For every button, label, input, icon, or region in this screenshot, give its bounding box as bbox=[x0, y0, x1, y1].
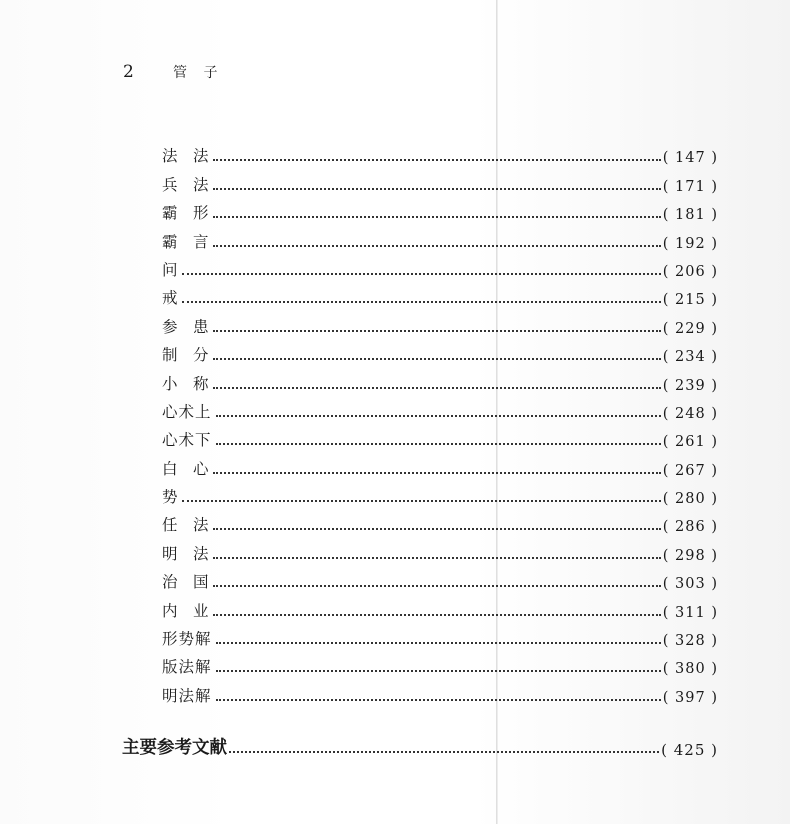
leader-dots bbox=[213, 244, 661, 247]
toc-entry[interactable] bbox=[162, 394, 718, 422]
leader-dots bbox=[213, 584, 661, 587]
toc-entry-title: 明法解 bbox=[162, 686, 212, 705]
leader-dots bbox=[182, 300, 661, 303]
toc-entry[interactable] bbox=[162, 621, 718, 649]
toc-entry-references[interactable] bbox=[122, 733, 718, 759]
toc-entry-title: 小 称 bbox=[162, 374, 209, 393]
leader-dots bbox=[213, 613, 661, 616]
leader-dots bbox=[216, 669, 661, 672]
leader-dots bbox=[216, 698, 661, 701]
toc-entry-title: 戒 bbox=[162, 289, 178, 308]
toc-entry-page: ( 239 ) bbox=[662, 377, 718, 394]
toc-entry[interactable] bbox=[162, 564, 718, 592]
leader-dots bbox=[213, 471, 661, 474]
toc-entry-page: ( 286 ) bbox=[662, 519, 718, 536]
leader-dots bbox=[213, 158, 661, 161]
toc-entry[interactable] bbox=[162, 649, 718, 677]
leader-dots bbox=[229, 750, 659, 753]
toc-entry-page: ( 280 ) bbox=[662, 491, 718, 508]
toc-entry[interactable] bbox=[162, 252, 718, 280]
leader-dots bbox=[213, 386, 661, 389]
toc-entry[interactable] bbox=[162, 195, 718, 223]
toc-entry-title: 内 业 bbox=[162, 601, 209, 620]
leader-dots bbox=[182, 499, 661, 502]
toc-entry[interactable] bbox=[162, 422, 718, 450]
references-page: ( 425 ) bbox=[661, 741, 718, 759]
toc-entry-title: 霸 形 bbox=[162, 204, 209, 223]
leader-dots bbox=[213, 215, 661, 218]
toc-entry-title: 兵 法 bbox=[162, 175, 209, 194]
leader-dots bbox=[213, 556, 661, 559]
page-number: 2 bbox=[123, 62, 134, 82]
toc-entry-page: ( 234 ) bbox=[662, 349, 718, 366]
toc-entry-page: ( 303 ) bbox=[662, 576, 718, 593]
book-title: 管 子 bbox=[173, 65, 224, 81]
toc-entry-page: ( 261 ) bbox=[662, 434, 718, 451]
toc-entry-title: 版法解 bbox=[162, 658, 212, 677]
leader-dots bbox=[216, 414, 661, 417]
toc-entry-page: ( 171 ) bbox=[662, 178, 718, 195]
toc-entry-title: 治 国 bbox=[162, 573, 209, 592]
toc-entry-title: 形势解 bbox=[162, 630, 212, 649]
toc-entry-page: ( 147 ) bbox=[662, 150, 718, 167]
leader-dots bbox=[213, 527, 661, 530]
toc-entry-page: ( 206 ) bbox=[662, 263, 718, 280]
leader-dots bbox=[216, 442, 661, 445]
leader-dots bbox=[182, 272, 661, 275]
toc-entry[interactable] bbox=[162, 223, 718, 251]
table-of-contents bbox=[162, 138, 718, 706]
toc-entry[interactable] bbox=[162, 507, 718, 535]
toc-entry-title: 任 法 bbox=[162, 516, 209, 535]
toc-entry-page: ( 192 ) bbox=[662, 235, 718, 252]
toc-entry-page: ( 380 ) bbox=[662, 661, 718, 678]
toc-entry-title: 势 bbox=[162, 488, 178, 507]
toc-entry-page: ( 298 ) bbox=[662, 547, 718, 564]
toc-entry-title: 霸 言 bbox=[162, 232, 209, 251]
toc-entry[interactable] bbox=[162, 479, 718, 507]
toc-entry-title: 白 心 bbox=[162, 459, 209, 478]
toc-entry[interactable] bbox=[162, 337, 718, 365]
references-title: 主要参考文献 bbox=[122, 738, 227, 758]
toc-entry-title: 明 法 bbox=[162, 544, 209, 563]
toc-entry[interactable] bbox=[162, 365, 718, 393]
leader-dots bbox=[216, 641, 661, 644]
toc-entry-page: ( 328 ) bbox=[662, 633, 718, 650]
leader-dots bbox=[213, 187, 661, 190]
toc-entry[interactable] bbox=[162, 535, 718, 563]
leader-dots bbox=[213, 357, 661, 360]
toc-entry[interactable] bbox=[162, 166, 718, 194]
toc-entry-title: 制 分 bbox=[162, 346, 209, 365]
toc-entry-title: 心术上 bbox=[162, 402, 212, 421]
toc-entry-page: ( 397 ) bbox=[662, 689, 718, 706]
toc-entry-page: ( 311 ) bbox=[662, 604, 718, 621]
toc-entry-page: ( 248 ) bbox=[662, 405, 718, 422]
toc-entry[interactable] bbox=[162, 280, 718, 308]
toc-entry[interactable] bbox=[162, 308, 718, 336]
toc-entry-page: ( 267 ) bbox=[662, 462, 718, 479]
toc-entry-page: ( 229 ) bbox=[662, 320, 718, 337]
toc-entry[interactable] bbox=[162, 450, 718, 478]
toc-entry-title: 法 法 bbox=[162, 147, 209, 166]
toc-entry-page: ( 215 ) bbox=[662, 292, 718, 309]
toc-entry[interactable] bbox=[162, 138, 718, 166]
leader-dots bbox=[213, 329, 661, 332]
toc-entry-page: ( 181 ) bbox=[662, 207, 718, 224]
toc-entry-title: 心术下 bbox=[162, 431, 212, 450]
running-header bbox=[123, 62, 223, 82]
toc-entry[interactable] bbox=[162, 592, 718, 620]
toc-entry[interactable] bbox=[162, 677, 718, 705]
toc-entry-title: 参 患 bbox=[162, 317, 209, 336]
toc-entry-title: 问 bbox=[162, 260, 178, 279]
